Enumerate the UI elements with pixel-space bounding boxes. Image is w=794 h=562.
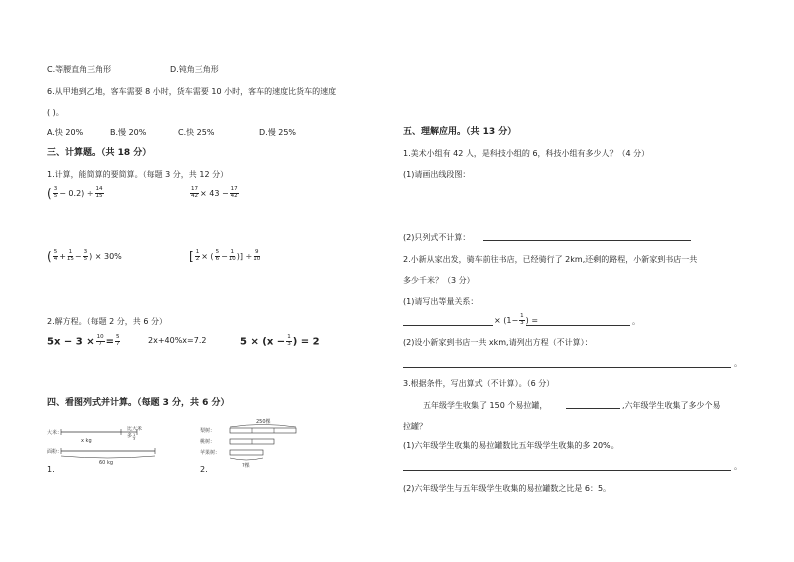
fig1-frac-n: 1 (133, 433, 136, 437)
problem-2-part-1: (1)请写出等量关系： (403, 297, 479, 306)
fig1-frac-d: 3 (133, 437, 136, 441)
line-diagram-2 (200, 416, 310, 476)
section3-title: 三、计算题。（共 18 分） (47, 148, 152, 158)
fig2-total: 250棵 (256, 419, 271, 425)
problem-2-line-1: 2.小新从家出发，骑车前往书店，已经骑行了 2km,还剩的路程，小新家到书店一共 (403, 255, 698, 264)
equation-1: 5x − 3 × $\frac{10}{7}$ = $\frac{5}{7}$ (47, 334, 120, 348)
problem-3-period: 。 (734, 462, 742, 471)
section4-title: 四、看图列式并计算。（每题 3 分，共 6 分） (47, 398, 230, 408)
problem-1-part-2: (2)只列式不计算： (403, 233, 471, 242)
fig2-row2-label: 桃树： (200, 439, 216, 445)
problem-1-answer-line[interactable] (483, 240, 691, 241)
q6-option-a: A.快 20% (47, 128, 84, 137)
calc-expr-4: [ $\frac{1}{2}$ × ( $\frac{5}{6}$ − $\frac{1}{10}$ )] ÷ $\frac{9}{10}$ (189, 249, 261, 264)
relation-period: 。 (632, 317, 640, 326)
fig1-number: 1. (47, 465, 55, 474)
relation-expression: × (1− $\frac{1}{3}$ ) = (494, 313, 539, 326)
calc-expr-2: $\frac{17}{42}$ × 43 − $\frac{17}{42}$ (191, 186, 238, 199)
calc-expr-1: ( $\frac{3}{5}$ − 0.2) ÷ $\frac{14}{15}$ (47, 186, 103, 201)
fig1-unknown: x kg (81, 438, 92, 444)
fig1-right-label: 比大米 (127, 426, 143, 432)
relation-blank-2[interactable] (526, 325, 630, 326)
fig1-total: 60 kg (99, 460, 114, 466)
fig2-row3-label: 苹果树： (200, 450, 221, 456)
problem-1-text: 1.美术小组有 42 人，是科技小组的 6，科技小组有多少人？（4 分） (403, 149, 650, 158)
q5-option-c: C.等腰直角三角形 (47, 65, 112, 74)
fig2-unknown: ?棵 (242, 463, 250, 469)
problem-3-part-1: (1)六年级学生收集的易拉罐数比五年级学生收集的多 20%。 (403, 441, 619, 450)
equation-2: 2x+40%x=7.2 (148, 336, 207, 345)
problem-3-answer-line-1[interactable] (403, 470, 731, 471)
problem-3-part-2: (2)六年级学生与五年级学生收集的易拉罐数之比是 6：5。 (403, 484, 612, 493)
q6-option-b: B.慢 20% (110, 128, 147, 137)
section5-title: 五、理解应用。（共 13 分） (403, 127, 517, 137)
equation-period: 。 (734, 359, 742, 368)
problem-3-line-1a: 五年级学生收集了 150 个易拉罐， (423, 401, 548, 410)
problem-3-title: 3.根据条件，写出算式（不计算）。（6 分） (403, 379, 555, 388)
q6-option-c: C.快 25% (178, 128, 215, 137)
fig2-row1-label: 梨树： (200, 428, 216, 434)
equation-answer-line[interactable] (403, 367, 731, 368)
fig1-more-label: 多 (127, 433, 133, 439)
fig1-row1-label: 大米： (47, 430, 63, 436)
condition-blank[interactable] (566, 408, 620, 409)
relation-blank-1[interactable] (403, 325, 493, 326)
problem-1-part-1: (1)请画出线段图： (403, 170, 471, 179)
calc-expr-3: ( $\frac{5}{4}$ + $\frac{1}{15}$ − $\frac{3}{5}$ ) × 30% (47, 249, 122, 264)
line-diagram-1 (47, 426, 157, 474)
calc-instruction: 1.计算，能简算的要简算。（每题 3 分，共 12 分） (47, 170, 229, 179)
q6-text: 6.从甲地到乙地，客车需要 8 小时，货车需要 10 小时，客车的速度比货车的速度 (47, 87, 337, 96)
q5-option-d: D.钝角三角形 (170, 65, 219, 74)
problem-2-line-2: 多少千米？（3 分） (403, 276, 475, 285)
equation-3: 5 × (x − $\frac{1}{3}$ ) = 2 (240, 334, 320, 348)
problem-3-line-2: 拉罐？ (403, 422, 427, 431)
problem-3-line-1b: ,六年级学生收集了多少个易 (622, 401, 721, 410)
fig2-number: 2. (200, 465, 208, 474)
problem-2-part-2: (2)设小新家到书店一共 xkm,请列出方程（不计算）： (403, 338, 593, 347)
fig1-row2-label: 面粉： (47, 449, 63, 455)
q6-option-d: D.慢 25% (259, 128, 297, 137)
equation-instruction: 2.解方程。（每题 2 分，共 6 分） (47, 317, 167, 326)
q6-blank: ( )。 (47, 108, 64, 117)
